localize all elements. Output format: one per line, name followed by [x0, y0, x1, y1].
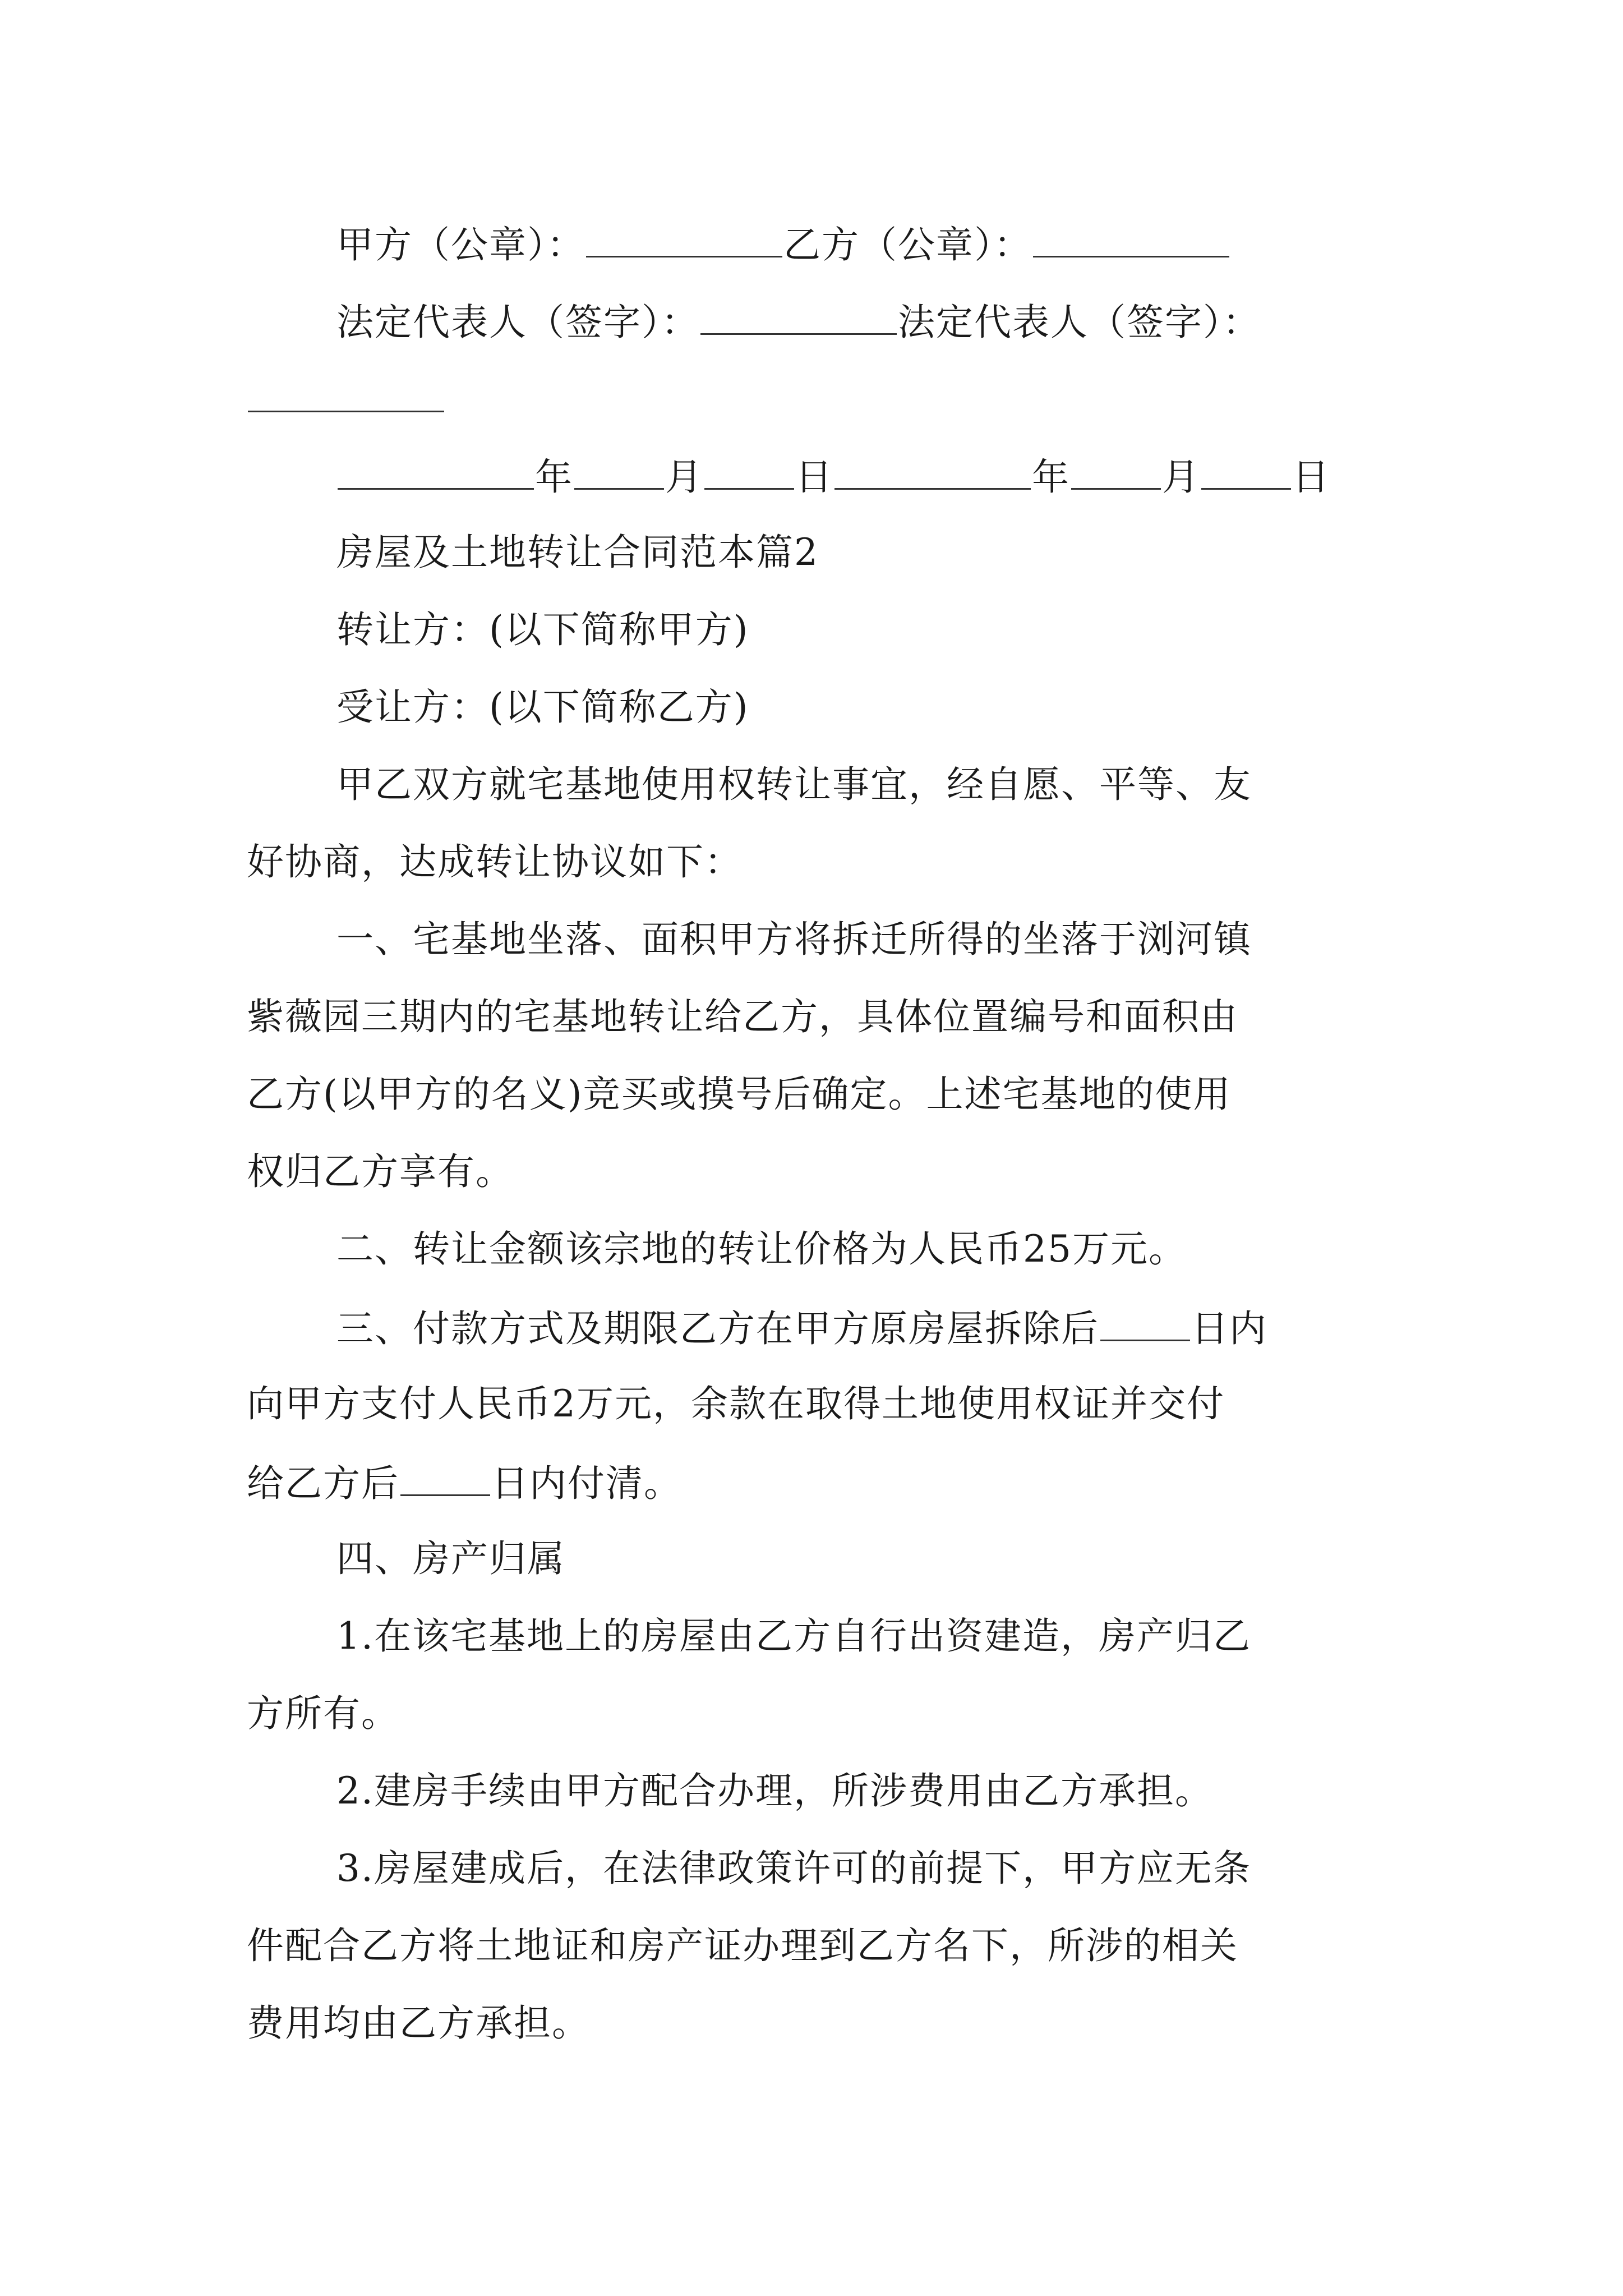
transferor-line: 转让方：(以下简称甲方) — [336, 608, 749, 651]
day-a-blank — [704, 457, 794, 490]
clause3-line-2: 向甲方支付人民币2万元，余款在取得土地使用权证并交付 — [247, 1382, 1225, 1425]
rep-a-label: 法定代表人（签字）： — [336, 301, 699, 344]
clause1-line-4: 权归乙方享有。 — [247, 1150, 514, 1193]
seal-line — [336, 224, 1230, 264]
year-b-label: 年 — [1032, 455, 1070, 499]
clause3-text-d: 日内付清。 — [491, 1462, 682, 1505]
clause4-heading: 四、房产归属 — [336, 1537, 565, 1580]
day-a-label: 日 — [795, 455, 833, 499]
clause3-text-c: 给乙方后 — [247, 1462, 399, 1505]
month-a-label: 月 — [665, 455, 703, 499]
intro-line-2: 好协商，达成转让协议如下： — [247, 840, 743, 884]
item3-line-1: 3.房屋建成后，在法律政策许可的前提下，甲方应无条 — [336, 1847, 1251, 1890]
intro-line-1: 甲乙双方就宅基地使用权转让事宜，经自愿、平等、友 — [336, 763, 1252, 806]
rep-b-label: 法定代表人（签字）： — [898, 301, 1261, 344]
item1-line-1: 1.在该宅基地上的房屋由乙方自行出资建造，房产归乙 — [336, 1614, 1251, 1658]
clause3-text-a: 三、付款方式及期限乙方在甲方原房屋拆除后 — [336, 1307, 1099, 1350]
clause2-line: 二、转让金额该宗地的转让价格为人民币25万元。 — [336, 1227, 1187, 1271]
clause3-text-b: 日内 — [1191, 1307, 1267, 1350]
clause3-line-1 — [336, 1307, 1267, 1350]
day-b-label: 日 — [1292, 455, 1330, 499]
party-a-seal-blank — [586, 224, 782, 257]
clause1-line-3: 乙方(以甲方的名义)竞买或摸号后确定。上述宅基地的使用 — [247, 1073, 1232, 1116]
day-b-blank — [1201, 457, 1291, 490]
party-a-seal-label: 甲方（公章）： — [336, 223, 585, 266]
month-b-label: 月 — [1162, 455, 1200, 499]
rep-b-blank — [248, 379, 444, 412]
item3-line-2: 件配合乙方将土地证和房产证办理到乙方名下，所涉的相关 — [247, 1924, 1238, 1967]
item2-line: 2.建房手续由甲方配合办理，所涉费用由乙方承担。 — [336, 1769, 1213, 1812]
date-line — [336, 455, 1330, 499]
item3-line-3: 费用均由乙方承担。 — [247, 2001, 590, 2045]
clause3-line-3 — [247, 1462, 682, 1505]
clause1-line-2: 紫薇园三期内的宅基地转让给乙方，具体位置编号和面积由 — [247, 995, 1238, 1038]
rep-b-blank-line — [247, 379, 445, 418]
year-a-blank — [338, 457, 534, 490]
representative-line — [336, 301, 1261, 344]
transferee-line: 受让方：(以下简称乙方) — [336, 685, 749, 729]
clause1-line-1: 一、宅基地坐落、面积甲方将拆迁所得的坐落于浏河镇 — [336, 918, 1252, 961]
party-b-seal-label: 乙方（公章）： — [783, 223, 1032, 266]
section-title: 房屋及土地转让合同范本篇2 — [336, 531, 819, 574]
month-b-blank — [1071, 457, 1161, 490]
month-a-blank — [574, 457, 664, 490]
days-blank-1 — [1100, 1308, 1190, 1341]
rep-a-blank — [700, 302, 897, 335]
year-b-blank — [834, 457, 1031, 490]
year-a-label: 年 — [535, 455, 573, 499]
item1-line-2: 方所有。 — [247, 1692, 399, 1735]
days-blank-2 — [400, 1463, 490, 1496]
party-b-seal-blank — [1033, 224, 1229, 257]
